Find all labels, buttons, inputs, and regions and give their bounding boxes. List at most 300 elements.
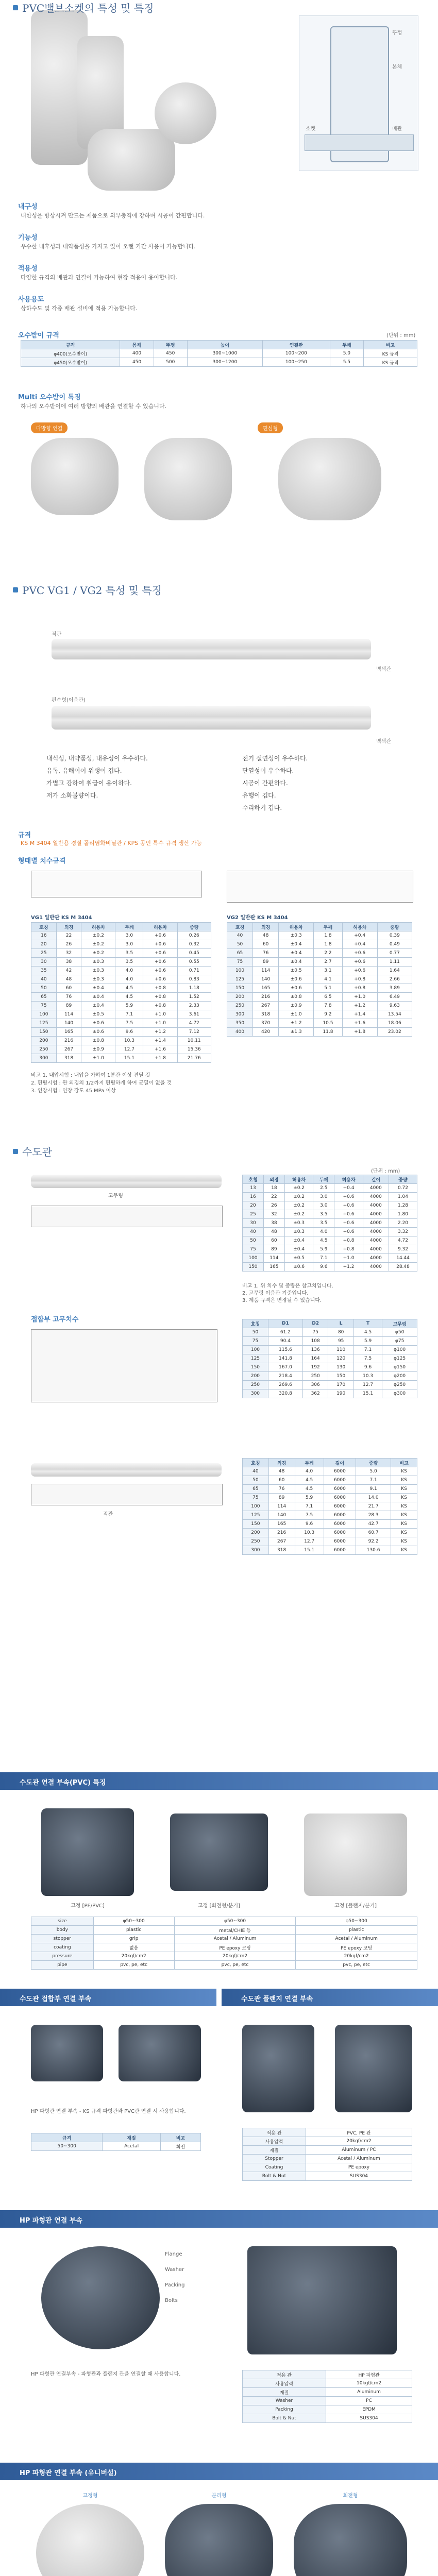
table-row	[31, 958, 211, 967]
table-cell: 16	[31, 931, 57, 940]
table-row	[227, 967, 412, 975]
table-cell: PE epoxy 코팅	[296, 1943, 417, 1952]
table-header-cell: 비고	[391, 1459, 417, 1467]
table-cell: 6000	[324, 1520, 356, 1529]
func-heading: 기능성	[18, 234, 38, 242]
table-header-cell: 외경	[263, 1175, 284, 1184]
table-cell: 9.6	[353, 1363, 382, 1372]
table-cell: Coating	[243, 2163, 306, 2172]
table-cell: 250	[302, 1372, 328, 1381]
table-row	[243, 1201, 417, 1210]
table-row	[243, 2163, 412, 2172]
table-cell: ±0.6	[81, 1028, 115, 1037]
table-cell: 65	[243, 1485, 269, 1494]
table-cell: 재질	[243, 2146, 306, 2155]
intro-heading: 내구성	[18, 203, 38, 211]
table-cell: 3.0	[115, 931, 143, 940]
table-header-cell: 규격	[31, 2133, 103, 2142]
table-row	[227, 931, 412, 940]
table-cell: 25	[31, 949, 57, 958]
table-cell: 125	[243, 1511, 269, 1520]
table-cell: 300~1200	[187, 358, 262, 367]
table-cell: KS	[391, 1494, 417, 1502]
table-header-cell: 외경	[268, 1459, 295, 1467]
table-cell: 22	[263, 1193, 284, 1201]
table-cell: +0.6	[143, 931, 177, 940]
table-row	[31, 1943, 417, 1952]
table-cell: φ450(오수받이)	[21, 358, 120, 367]
table-header-cell: 허용차	[279, 923, 314, 931]
table-cell: KS	[391, 1520, 417, 1529]
table-cell: 110	[328, 1346, 353, 1354]
table-cell: 250	[243, 1537, 269, 1546]
table-cell: 10.3	[353, 1372, 382, 1381]
table-header-cell: 길이	[324, 1459, 356, 1467]
table-row	[31, 1917, 417, 1926]
table-cell: 89	[268, 1494, 295, 1502]
bullet-item: 수리하기 깁다.	[242, 804, 282, 811]
table-cell: +0.6	[342, 967, 377, 975]
table-cell: 6.49	[377, 993, 412, 1002]
table-cell: 1.04	[389, 1193, 417, 1201]
table-cell: 100~200	[262, 349, 330, 358]
table-cell: 200	[243, 1372, 268, 1381]
table-cell: +0.8	[334, 1245, 363, 1254]
table-cell: 170	[328, 1381, 353, 1389]
table-row	[227, 984, 412, 993]
table-cell: 4000	[363, 1254, 389, 1263]
feat-heading: 적용성	[18, 265, 38, 273]
table-cell: pressure	[31, 1952, 94, 1961]
table-cell: 130.6	[356, 1546, 391, 1555]
table-header-cell: D2	[302, 1319, 328, 1328]
table-cell: plastic	[296, 1926, 417, 1935]
table-cell: ±0.4	[279, 949, 314, 958]
table-cell: 20kgf/cm2	[174, 1952, 296, 1961]
table-cell: +0.8	[342, 975, 377, 984]
table-cell: pipe	[31, 1961, 94, 1970]
table-cell: KS	[391, 1529, 417, 1537]
table-cell: 100	[31, 1010, 57, 1019]
table-row	[243, 2155, 412, 2163]
table-cell: 3.1	[314, 967, 343, 975]
hp-exploded-image	[41, 2246, 160, 2349]
table-cell: Aluminum / PC	[306, 2146, 412, 2155]
table-cell: grip	[93, 1935, 174, 1943]
table-cell: φ50	[382, 1328, 417, 1337]
table-cell: 75	[243, 1245, 264, 1254]
table-cell: coating	[31, 1943, 94, 1952]
joint-text: HP 파형관 연결 부속 - KS 규격 파형관과 PVC관 연결 시 사용합니다.	[31, 2109, 186, 2114]
table-cell: +0.8	[143, 993, 177, 1002]
multi-fitting-image	[31, 438, 119, 515]
table-cell: 267	[253, 1002, 279, 1010]
table-row	[243, 2379, 412, 2388]
band-title: 수도관 연결 부속(PVC) 특징	[20, 1779, 106, 1787]
table-cell: 42	[56, 967, 81, 975]
diagram-label: 소켓	[306, 126, 316, 132]
table-cell: 6000	[324, 1494, 356, 1502]
table-cell: 32	[263, 1210, 284, 1219]
table-cell: 6000	[324, 1485, 356, 1494]
universal-caption-3: 회전형	[343, 2493, 358, 2499]
table-cell: +0.4	[342, 931, 377, 940]
table-cell: +0.6	[143, 958, 177, 967]
vg2-table	[227, 922, 412, 1037]
shape-heading: 형태별 치수규격	[18, 857, 66, 865]
table-cell: 12.7	[353, 1381, 382, 1389]
table-cell: 9.63	[377, 1002, 412, 1010]
table-cell: 300	[227, 1010, 253, 1019]
table-cell: ±0.9	[81, 1045, 115, 1054]
table-cell: +0.8	[334, 1236, 363, 1245]
table-cell: ±0.8	[81, 1037, 115, 1045]
table-cell: 125	[31, 1019, 57, 1028]
water-pipe-diagram	[31, 1206, 223, 1227]
table-row	[31, 975, 211, 984]
table-header-cell: 몸체	[120, 341, 154, 349]
table-cell: 100	[243, 1254, 264, 1263]
table-cell: 76	[268, 1485, 295, 1494]
table-cell: φ100	[382, 1346, 417, 1354]
table-cell: ±0.6	[279, 984, 314, 993]
table-header-cell: 중량	[377, 923, 412, 931]
table-cell: 7.1	[356, 1476, 391, 1485]
spec-table	[21, 340, 417, 367]
water-pipe-table	[242, 1175, 417, 1272]
table-cell: +0.6	[334, 1201, 363, 1210]
table-cell: 7.5	[115, 1019, 143, 1028]
joint-fitting-image-2	[119, 2025, 201, 2081]
table-cell: φ150	[382, 1363, 417, 1372]
table-cell: 300~1000	[187, 349, 262, 358]
table-cell: 9.2	[314, 1010, 343, 1019]
table-cell: ±1.0	[81, 1054, 115, 1063]
section-title-2	[13, 582, 162, 597]
table-cell: 22	[56, 931, 81, 940]
table-cell: 10.11	[177, 1037, 211, 1045]
table-cell: 4000	[363, 1219, 389, 1228]
table-cell: ±0.4	[279, 940, 314, 949]
table-header-cell: 호칭	[227, 923, 253, 931]
table-cell: 20	[31, 940, 57, 949]
table-row	[227, 1019, 412, 1028]
table-cell: 100	[243, 1346, 268, 1354]
table-cell: 13.54	[377, 1010, 412, 1019]
table-cell: PVC, PE 관	[306, 2128, 412, 2137]
table-row	[243, 2370, 412, 2379]
table-cell: ±0.3	[284, 1228, 313, 1236]
table-row	[243, 2388, 412, 2397]
table-cell: φ400(오수받이)	[21, 349, 120, 358]
table-cell: 250	[227, 1002, 253, 1010]
table-cell: 115.6	[268, 1346, 302, 1354]
table-header-cell: 두께	[313, 1175, 334, 1184]
table-cell: pvc, pe, etc	[174, 1961, 296, 1970]
table-cell: 76	[253, 949, 279, 958]
table-cell: 216	[56, 1037, 81, 1045]
table-cell: 75	[302, 1328, 328, 1337]
table-cell: 100	[227, 967, 253, 975]
table-cell: 1.64	[377, 967, 412, 975]
feat-text: 다양한 규격의 배관과 연결이 가능하여 현장 적용이 용이합니다.	[21, 274, 178, 281]
table-header-cell: 허용차	[342, 923, 377, 931]
table-cell: KS	[391, 1476, 417, 1485]
table-cell: 50	[243, 1236, 264, 1245]
table-cell: 114	[263, 1254, 284, 1263]
table-cell: 165	[268, 1520, 295, 1529]
table-cell: 500	[154, 358, 187, 367]
table-cell: 150	[31, 1028, 57, 1037]
table-cell: 75	[31, 1002, 57, 1010]
table-row	[243, 1254, 417, 1263]
table-cell: 15.1	[115, 1054, 143, 1063]
table-cell: 4000	[363, 1184, 389, 1193]
table-cell: +0.6	[143, 949, 177, 958]
table-cell: HP 파형관	[326, 2370, 412, 2379]
table-cell: 0.39	[377, 931, 412, 940]
table-row	[31, 949, 211, 958]
pipe-label-straight: 직관	[52, 632, 62, 637]
table-row	[31, 1010, 211, 1019]
table-header-cell: 규격	[21, 341, 120, 349]
note-line: 2. 고무링 이음관 기준입니다.	[242, 1291, 309, 1296]
table-cell: 0.26	[177, 931, 211, 940]
table-row	[243, 1529, 417, 1537]
table-cell: 40	[227, 931, 253, 940]
table-row	[21, 358, 417, 367]
table-cell: 300	[31, 1054, 57, 1063]
table-cell: EPDM	[326, 2405, 412, 2414]
table-cell: 3.5	[313, 1210, 334, 1219]
use-text: 상하수도 및 각종 배관 설비에 적용 가능합니다.	[21, 305, 138, 312]
multi-fitting-image-2	[144, 438, 232, 520]
title-square-icon	[13, 587, 18, 592]
table-row	[243, 1546, 417, 1555]
vg-notes	[31, 1072, 172, 1095]
table-cell: 50	[243, 1476, 269, 1485]
table-cell: ±0.5	[279, 967, 314, 975]
table-cell: 3.0	[313, 1201, 334, 1210]
table-cell: 140	[56, 1019, 81, 1028]
table-cell: 6000	[324, 1537, 356, 1546]
table-cell: KS 규격	[364, 349, 417, 358]
table-cell: ±0.3	[81, 967, 115, 975]
flange-spec-table	[242, 2128, 412, 2181]
table-cell: 4.0	[115, 967, 143, 975]
table-cell: +0.6	[143, 975, 177, 984]
table-cell: 90.4	[268, 1337, 302, 1346]
table-cell: KS 규격	[364, 358, 417, 367]
diagram-label: 뚜껑	[392, 30, 402, 36]
fitting-caption-c: 고정 [플랜지/분기]	[334, 1903, 377, 1909]
table-row	[31, 1019, 211, 1028]
table-cell: 100~250	[262, 358, 330, 367]
title-square-icon	[13, 5, 18, 10]
joint-small-table	[31, 2133, 201, 2151]
table-cell: +1.4	[342, 1010, 377, 1019]
diagram-label: 배관	[392, 126, 402, 132]
table-cell: 1.8	[314, 931, 343, 940]
table-cell: 250	[243, 1381, 268, 1389]
table-cell: 2.5	[313, 1184, 334, 1193]
table-header-cell: T	[353, 1319, 382, 1328]
intro-text: 내한성을 향상시켜 만드는 제품으로 외부충격에 강하며 시공이 간편합니다.	[21, 212, 205, 219]
table-cell: 3.32	[389, 1228, 417, 1236]
table-cell: 6000	[324, 1467, 356, 1476]
table-cell: 200	[227, 993, 253, 1002]
table-cell: +1.8	[342, 1028, 377, 1037]
table-cell: 20kgf/cm2	[306, 2137, 412, 2146]
table-cell: 16	[243, 1193, 264, 1201]
table-cell: 1.52	[177, 993, 211, 1002]
table-cell: 350	[227, 1019, 253, 1028]
table-cell: ±0.3	[284, 1219, 313, 1228]
bullet-item: 단열성이 우수하다.	[242, 767, 294, 774]
table-cell: 3.89	[377, 984, 412, 993]
table-row	[31, 993, 211, 1002]
table-row	[243, 1363, 417, 1372]
table-cell: +0.6	[334, 1210, 363, 1219]
table-cell: KS	[391, 1485, 417, 1494]
table-cell: 0.32	[177, 940, 211, 949]
table-cell: +1.0	[334, 1254, 363, 1263]
table-row	[243, 1485, 417, 1494]
table-cell: +1.6	[342, 1019, 377, 1028]
table-cell: 370	[253, 1019, 279, 1028]
band-title: HP 파형관 연결 부속 (유니버설)	[20, 2469, 117, 2477]
table-cell: +0.8	[342, 984, 377, 993]
table-cell: 300	[243, 1546, 269, 1555]
table-cell: +0.8	[143, 1002, 177, 1010]
table-cell: 48	[253, 931, 279, 940]
table-cell: 450	[154, 349, 187, 358]
table-cell: ±0.2	[284, 1184, 313, 1193]
table-cell: 125	[227, 975, 253, 984]
note-line: 비고 1. 내압시험 : 내압을 가하여 1분간 이상 견딜 것	[31, 1073, 150, 1078]
table-cell: 15.1	[295, 1546, 324, 1555]
table-row	[227, 1028, 412, 1037]
table-cell: 108	[302, 1337, 328, 1346]
table-cell: 18	[263, 1184, 284, 1193]
universal-caption-1: 고정형	[82, 2493, 98, 2499]
table-row	[227, 993, 412, 1002]
table-cell: 6.5	[314, 993, 343, 1002]
table-cell: 250	[31, 1045, 57, 1054]
table-cell: 4.72	[177, 1019, 211, 1028]
hp-label: Flange	[165, 2251, 182, 2257]
table-cell: 12.7	[115, 1045, 143, 1054]
table-cell: φ200	[382, 1372, 417, 1381]
band-fittings	[0, 1772, 438, 1790]
hp-spec-table	[242, 2370, 412, 2423]
table-cell: 42.7	[356, 1520, 391, 1529]
table-cell: 6000	[324, 1529, 356, 1537]
bullet-item: 유행이 깁다.	[242, 792, 276, 799]
table-cell: +0.6	[334, 1228, 363, 1236]
table-cell: 6000	[324, 1546, 356, 1555]
table-row	[243, 1193, 417, 1201]
table-header-cell: 호칭	[31, 923, 57, 931]
table-cell: +1.0	[342, 993, 377, 1002]
note-line: 2. 편평시험 : 관 외경의 1/2까지 편평하게 하여 균열이 없을 것	[31, 1080, 172, 1086]
table-cell: 2.7	[314, 958, 343, 967]
table-cell: KS	[391, 1537, 417, 1546]
flange-fitting-image-1	[242, 2025, 314, 2112]
table-cell: +1.4	[143, 1037, 177, 1045]
table-header-cell: 연결관	[262, 341, 330, 349]
table-cell: 4.0	[313, 1228, 334, 1236]
table-cell: 48	[268, 1467, 295, 1476]
table-cell: +1.8	[143, 1054, 177, 1063]
table-cell: φ125	[382, 1354, 417, 1363]
table-cell: 267	[56, 1045, 81, 1054]
table-cell: 없음	[93, 1943, 174, 1952]
table-cell: 140	[268, 1511, 295, 1520]
table-header-cell: L	[328, 1319, 353, 1328]
table-row	[243, 1346, 417, 1354]
section-fittings	[0, 1772, 438, 2576]
table-cell: 216	[253, 993, 279, 1002]
section-vg-pipe	[0, 582, 438, 1139]
table-cell: 190	[328, 1389, 353, 1398]
table-cell: 23.02	[377, 1028, 412, 1037]
table-row	[243, 1354, 417, 1363]
table-cell: 3.0	[313, 1193, 334, 1201]
table-cell: 362	[302, 1389, 328, 1398]
table-cell: ±1.3	[279, 1028, 314, 1037]
table-row	[243, 1245, 417, 1254]
table-row	[227, 949, 412, 958]
table-cell: 4.5	[295, 1476, 324, 1485]
table-row	[243, 1337, 417, 1346]
table-cell: φ50~300	[174, 1917, 296, 1926]
diagram-pipe-shape	[305, 134, 414, 151]
fitting-image-a	[41, 1808, 134, 1896]
table-cell: 89	[263, 1245, 284, 1254]
section-water-pipe	[0, 1144, 438, 1777]
table-cell: 7.5	[295, 1511, 324, 1520]
table-row	[243, 2405, 412, 2414]
table-cell: 267	[268, 1537, 295, 1546]
tag-eccentric: 편심형	[258, 422, 283, 433]
table-cell: size	[31, 1917, 94, 1926]
table-cell: PE epoxy	[306, 2163, 412, 2172]
universal-fitting-3	[294, 2504, 407, 2576]
table-cell: 50	[243, 1328, 268, 1337]
table-cell: 60	[268, 1476, 295, 1485]
table-cell: stopper	[31, 1935, 94, 1943]
table-cell: 60	[56, 984, 81, 993]
table-cell: ±0.3	[81, 958, 115, 967]
table-cell: 65	[31, 993, 57, 1002]
table-cell: 7.5	[353, 1354, 382, 1363]
table-cell: ±0.5	[284, 1254, 313, 1263]
func-text: 우수한 내후성과 내약품성을 가지고 있어 오랜 기간 사용이 가능합니다.	[21, 243, 196, 250]
table-cell: 적용 관	[243, 2370, 326, 2379]
table-header-cell: 허용차	[284, 1175, 313, 1184]
table-cell: +0.6	[143, 940, 177, 949]
fitting-caption-a: 고정 [PE/PVC]	[71, 1903, 105, 1909]
table-cell: 40	[243, 1467, 269, 1476]
table-row	[243, 1381, 417, 1389]
table-cell: 5.0	[356, 1467, 391, 1476]
table-cell: 50	[227, 940, 253, 949]
socket-round-image	[155, 82, 216, 144]
table-cell: +0.6	[334, 1193, 363, 1201]
table-header-cell: 허용차	[81, 923, 115, 931]
straight-pipe-table	[242, 1458, 417, 1555]
